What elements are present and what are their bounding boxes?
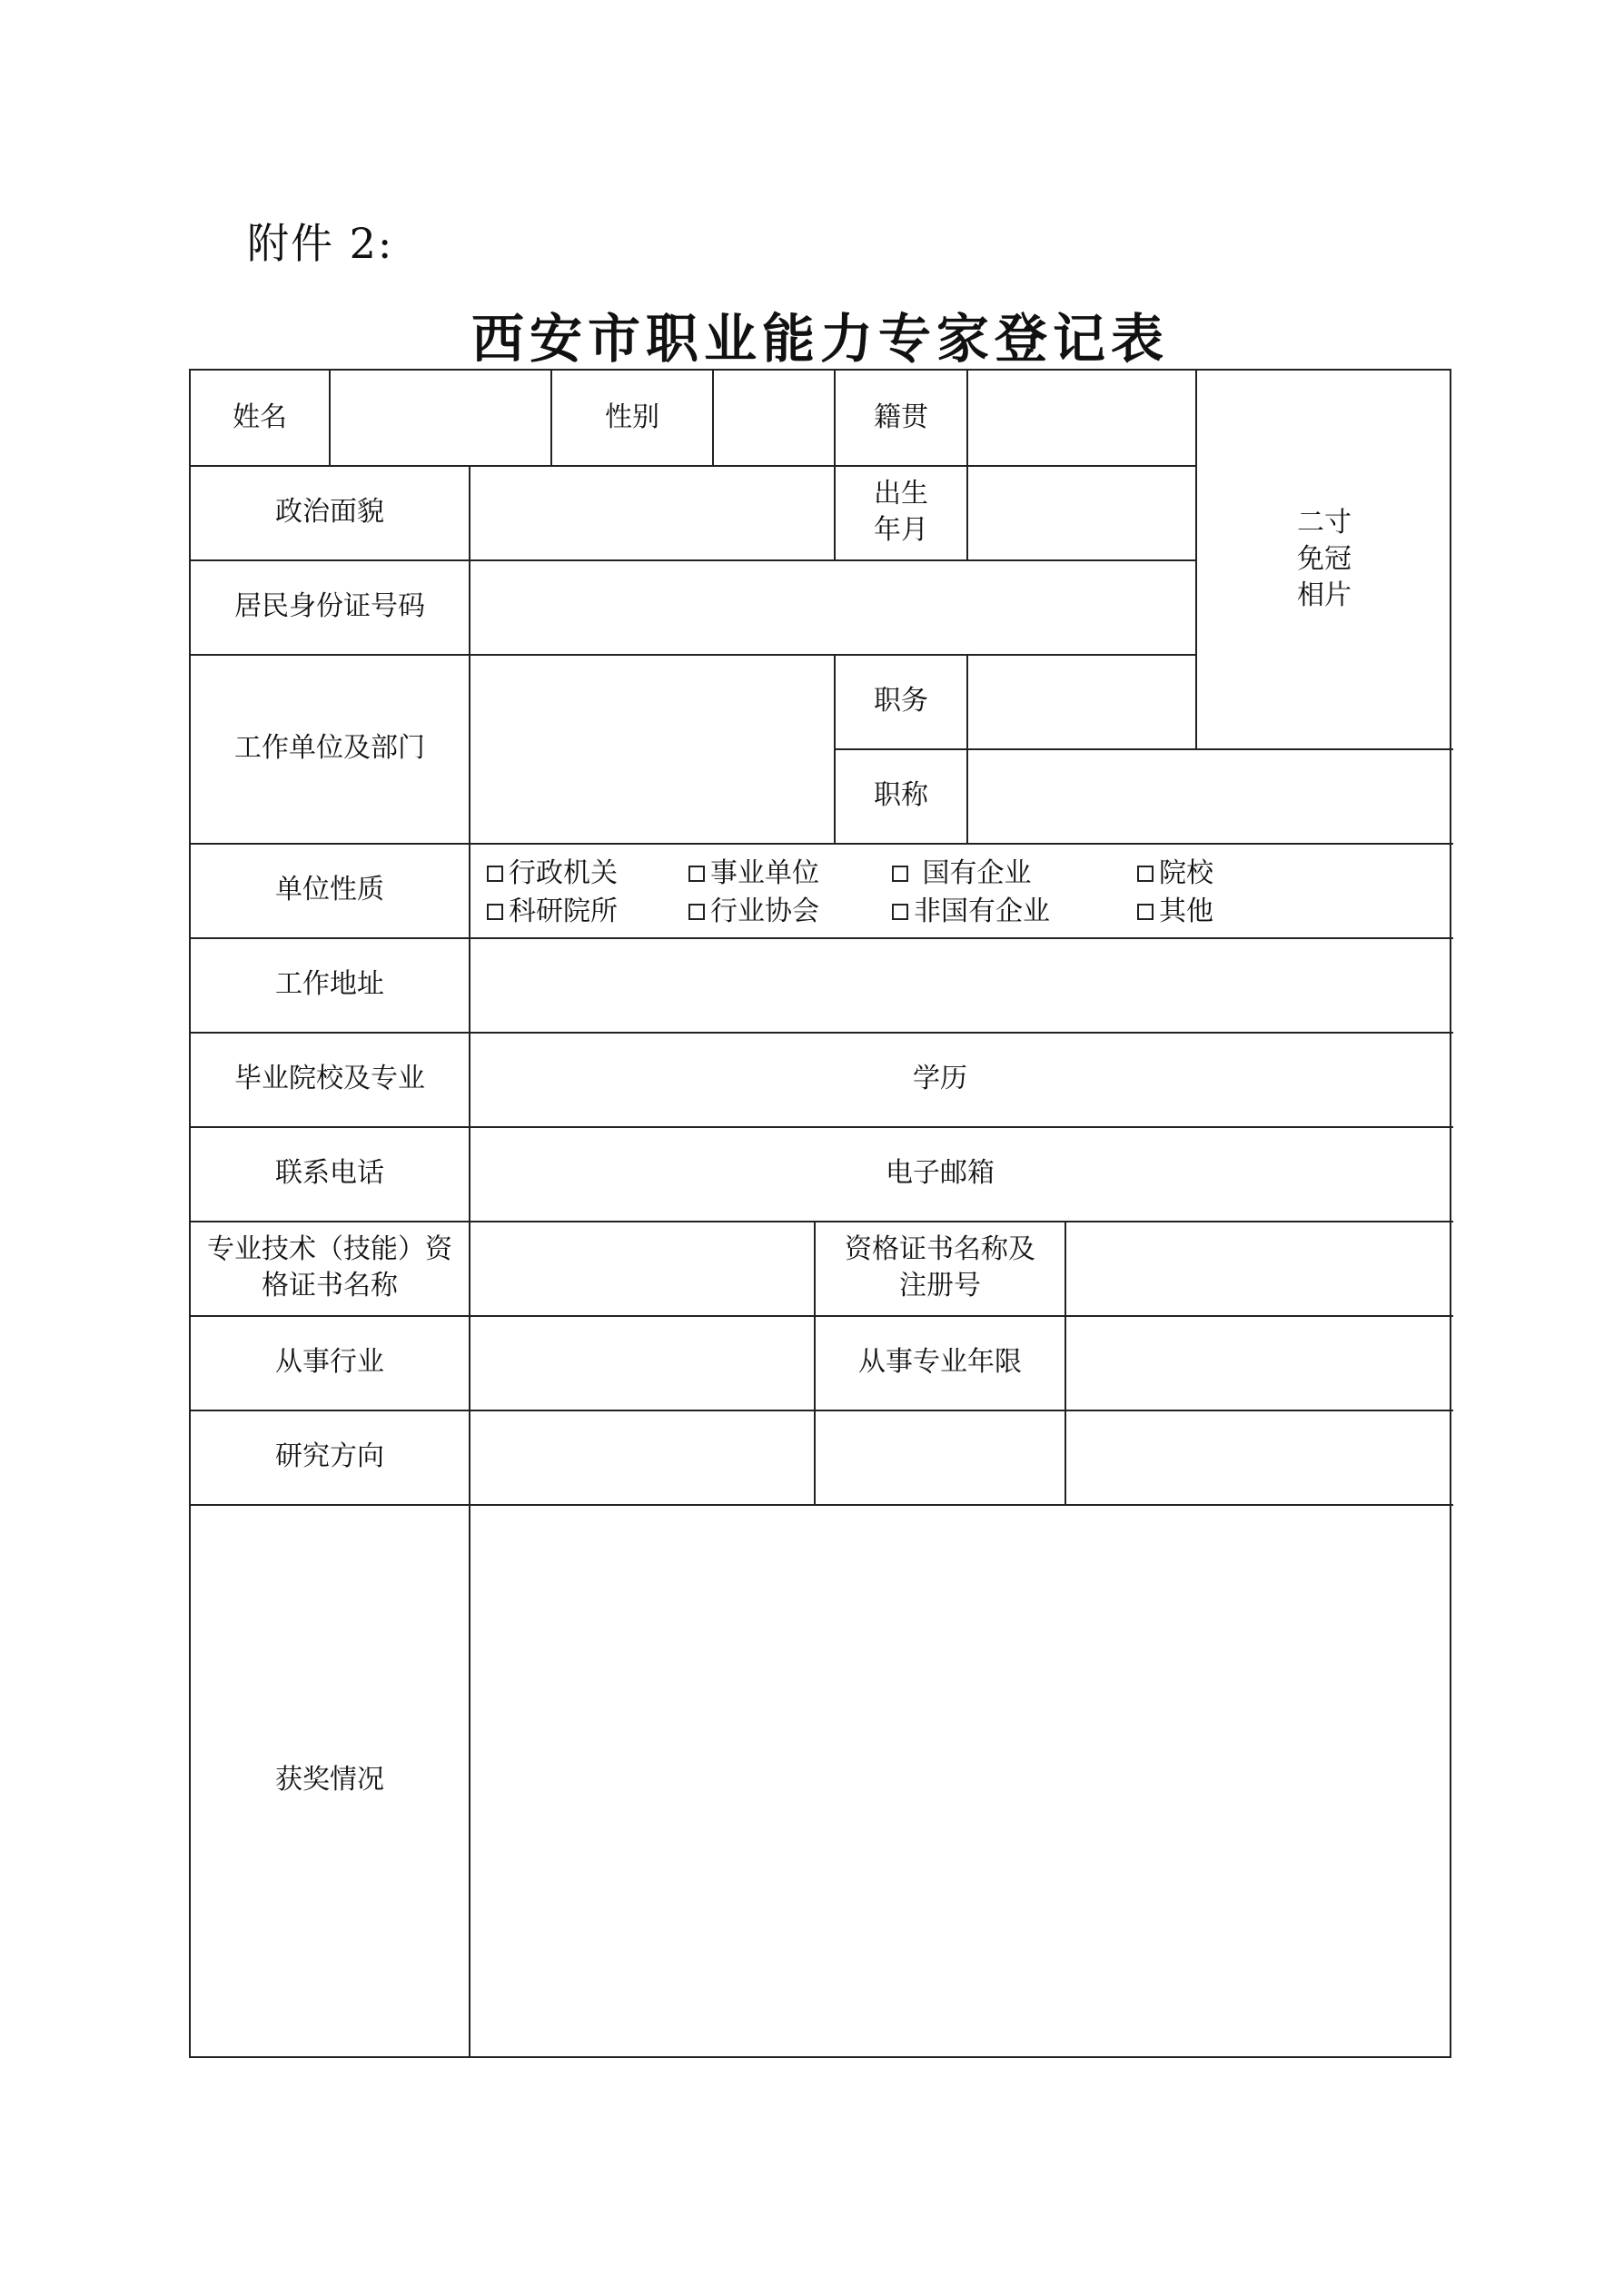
certificate-label-line: 注册号 [899,1270,981,1301]
birth-date-label [836,465,966,559]
employer-field[interactable] [472,658,832,841]
work-address-field[interactable] [472,941,1450,1030]
org-type-label: 单位性质 [275,874,384,906]
qualification-label [191,1221,469,1315]
years-label: 从事专业年限 [858,1346,1022,1378]
industry-field[interactable] [472,1319,812,1408]
photo-label-line: 相片 [1297,579,1352,611]
org-type-options [487,856,1431,946]
certificate-label [816,1221,1065,1315]
title-rank-label: 职称 [874,779,928,811]
birth-label-line: 出生 [874,478,928,510]
awards-field[interactable] [472,1508,1450,2054]
phone-label: 联系电话 [275,1157,384,1189]
photo-label-line: 二寸 [1297,507,1352,539]
research-label: 研究方向 [275,1440,384,1472]
option-industry-association[interactable] [688,894,819,930]
awards-label: 获奖情况 [275,1764,384,1796]
id-number-field[interactable] [472,563,1193,652]
employer-label: 工作单位及部门 [234,732,425,764]
option-administrative[interactable] [487,856,618,892]
attachment-label: 附件 2: [247,219,394,268]
checkbox[interactable] [892,904,908,920]
id-number-label: 居民身份证号码 [234,590,425,622]
email-field[interactable] [1068,1130,1450,1219]
position-field[interactable] [968,658,1193,747]
industry-label: 从事行业 [275,1346,384,1378]
option-label: 其他 [1159,896,1213,927]
option-state-owned[interactable] [892,856,1032,892]
option-non-state-owned[interactable] [892,894,1050,930]
option-label: 国有企业 [914,857,1032,889]
certificate-field[interactable] [1068,1224,1450,1313]
checkbox[interactable] [487,904,503,920]
research-field[interactable] [472,1413,1450,1502]
option-label: 行业协会 [710,896,819,927]
qualification-field[interactable] [472,1224,812,1313]
form-title: 西安市职业能力专家登记表 [470,308,1169,370]
education-field[interactable] [1068,1035,1450,1124]
checkbox[interactable] [688,904,705,920]
checkbox[interactable] [1137,866,1154,882]
option-other[interactable] [1137,894,1213,930]
checkbox[interactable] [892,866,908,882]
years-field[interactable] [1068,1319,1450,1408]
education-label: 学历 [913,1063,967,1094]
birth-label-line: 年月 [874,514,928,546]
option-label: 行政机关 [509,857,618,889]
col-divider [1065,1315,1066,1410]
option-college[interactable] [1137,856,1213,892]
checkbox[interactable] [487,866,503,882]
option-label: 科研院所 [509,896,618,927]
option-label: 院校 [1159,857,1213,889]
graduated-school-field[interactable] [472,1035,812,1124]
political-status-label: 政治面貌 [275,496,384,528]
qualification-label-line: 格证书名称 [262,1270,398,1301]
email-label: 电子邮箱 [886,1157,995,1189]
registration-form [189,369,1451,2058]
graduated-school-label: 毕业院校及专业 [234,1063,425,1094]
political-status-field[interactable] [472,469,832,558]
native-place-label: 籍贯 [874,401,928,433]
phone-field[interactable] [472,1130,812,1219]
option-label: 事业单位 [710,857,819,889]
qualification-label-line: 专业技术（技能）资 [207,1233,452,1265]
name-field[interactable] [331,372,549,463]
native-place-field[interactable] [968,372,1193,463]
photo-label-line: 免冠 [1297,543,1352,575]
name-label: 姓名 [233,401,287,433]
option-label: 非国有企业 [914,896,1050,927]
title-rank-field[interactable] [968,752,1450,841]
option-public-institution[interactable] [688,856,819,892]
certificate-label-line: 资格证书名称及 [845,1233,1035,1265]
checkbox[interactable] [1137,904,1154,920]
col-divider [469,465,470,2058]
gender-field[interactable] [714,372,832,463]
gender-label: 性别 [605,401,659,433]
photo-placeholder [1197,371,1451,748]
option-research-institute[interactable] [487,894,618,930]
birth-date-field[interactable] [968,469,1193,558]
work-address-label: 工作地址 [275,968,384,1000]
checkbox[interactable] [688,866,705,882]
position-label: 职务 [874,685,928,717]
